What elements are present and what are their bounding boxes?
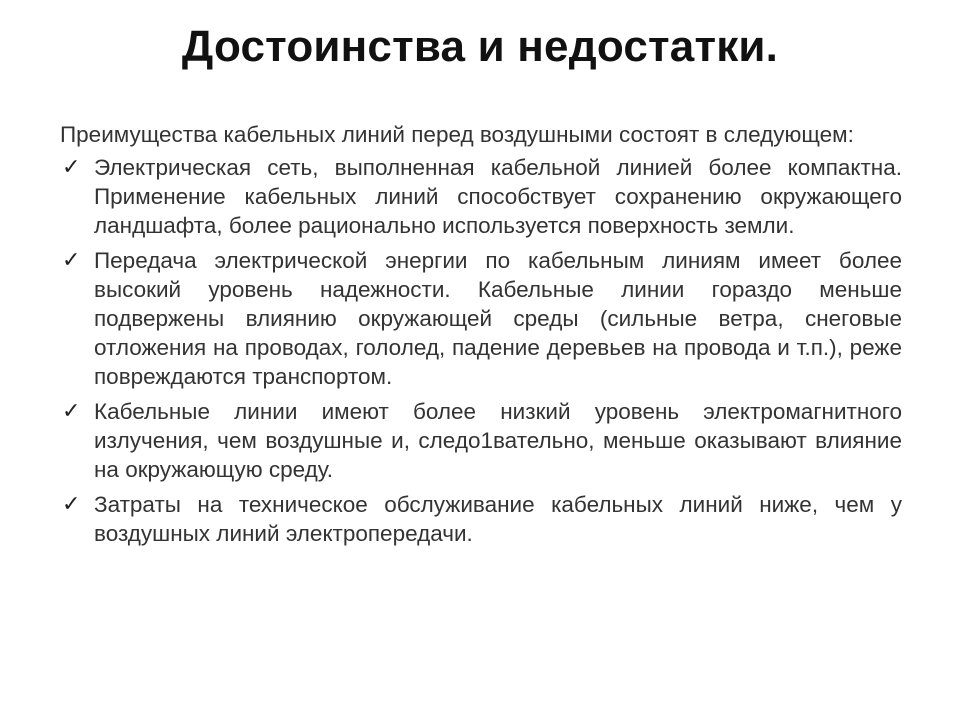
checkmark-icon: ✓ xyxy=(62,248,81,273)
list-item xyxy=(60,246,902,391)
list-item xyxy=(60,153,902,240)
bullet-list xyxy=(60,153,902,548)
checkmark-icon: ✓ xyxy=(62,155,81,180)
list-item xyxy=(60,397,902,484)
bullet-text: Кабельные линии имеют более низкий уровень электромагнитного излучения, чем воздушные и, следо1вательно, меньше оказывают влияние на окружающую среду. xyxy=(94,399,902,482)
intro-paragraph xyxy=(60,120,902,149)
list-item xyxy=(60,490,902,548)
bullet-text: Передача электрической энергии по кабельным линиям имеет более высокий уровень надежности. Кабельные линии гораздо меньше подвержены влиянию окружающей среды (сильные ветра, снеговые отложения на проводах, гололед, падение деревьев на провода и т.п.), реже повреждаются транспортом. xyxy=(94,248,902,389)
bullet-text: Затраты на техническое обслуживание кабельных линий ниже, чем у воздушных линий электропередачи. xyxy=(94,492,902,546)
checkmark-icon: ✓ xyxy=(62,492,81,517)
intro-text: Преимущества кабельных линий перед воздушными состоят в следующем: xyxy=(60,122,854,147)
checkmark-icon: ✓ xyxy=(62,399,81,424)
slide-title: Достоинства и недостатки. xyxy=(181,22,779,71)
slide-content xyxy=(60,120,902,554)
bullet-text: Электрическая сеть, выполненная кабельной линией более компактна. Применение кабельных линий способствует сохранению окружающего ландшафта, более рационально используется поверхность земли. xyxy=(94,155,902,238)
